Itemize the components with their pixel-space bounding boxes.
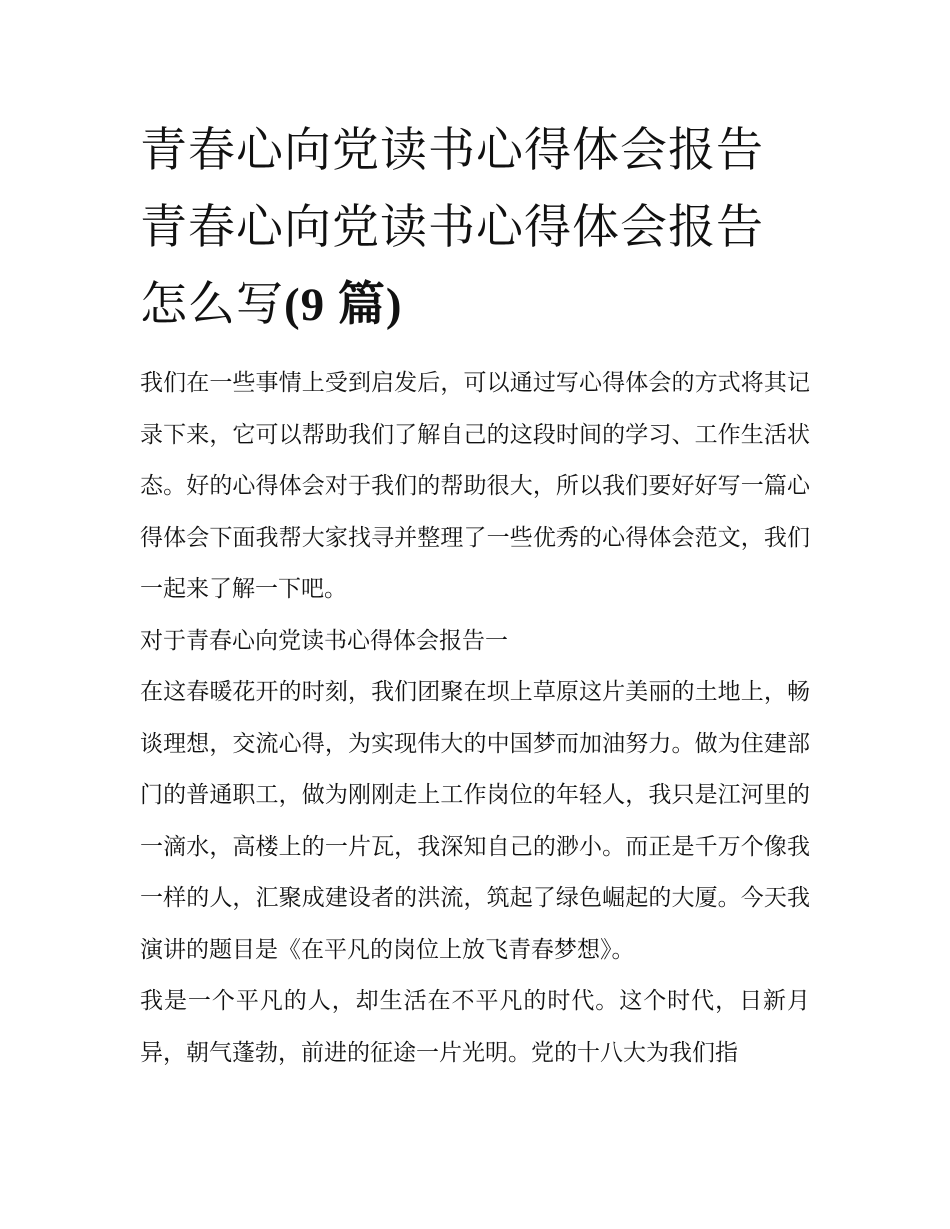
title-text: 青春心向党读书心得体会报告青春心向党读书心得体会报告怎么写 bbox=[140, 123, 764, 332]
intro-paragraph: 我们在一些事情上受到启发后，可以通过写心得体会的方式将其记录下来，它可以帮助我们了解自己的这段时间的学习、工作生活状态。好的心得体会对于我们的帮助很大，所以我们要好好写一篇心得体会下面我帮大家找寻并整理了一些优秀的心得体会范文，我们一起来了解一下吧。 bbox=[140, 370, 810, 602]
section-heading: 对于青春心向党读书心得体会报告一 bbox=[140, 627, 508, 654]
title-count-number: (9 bbox=[284, 279, 326, 331]
document-body bbox=[140, 112, 812, 1079]
section-paragraph-2: 我是一个平凡的人，却生活在不平凡的时代。这个时代，日新月异，朝气蓬勃，前进的征途一片光明。党的十八大为我们指 bbox=[140, 988, 810, 1066]
section-paragraph-1: 在这春暖花开的时刻，我们团聚在坝上草原这片美丽的土地上，畅谈理想，交流心得，为实现伟大的中国梦而加油努力。做为住建部门的普通职工，做为刚刚走上工作岗位的年轻人，我只是江河里的一滴水，高楼上的一片瓦，我深知自己的渺小。而正是千万个像我一样的人，汇聚成建设者的洪流，筑起了绿色崛起的大厦。今天我演讲的题目是《在平凡的岗位上放飞青春梦想》。 bbox=[140, 679, 810, 963]
document-title bbox=[140, 112, 800, 344]
title-count-suffix: 篇) bbox=[325, 279, 403, 331]
